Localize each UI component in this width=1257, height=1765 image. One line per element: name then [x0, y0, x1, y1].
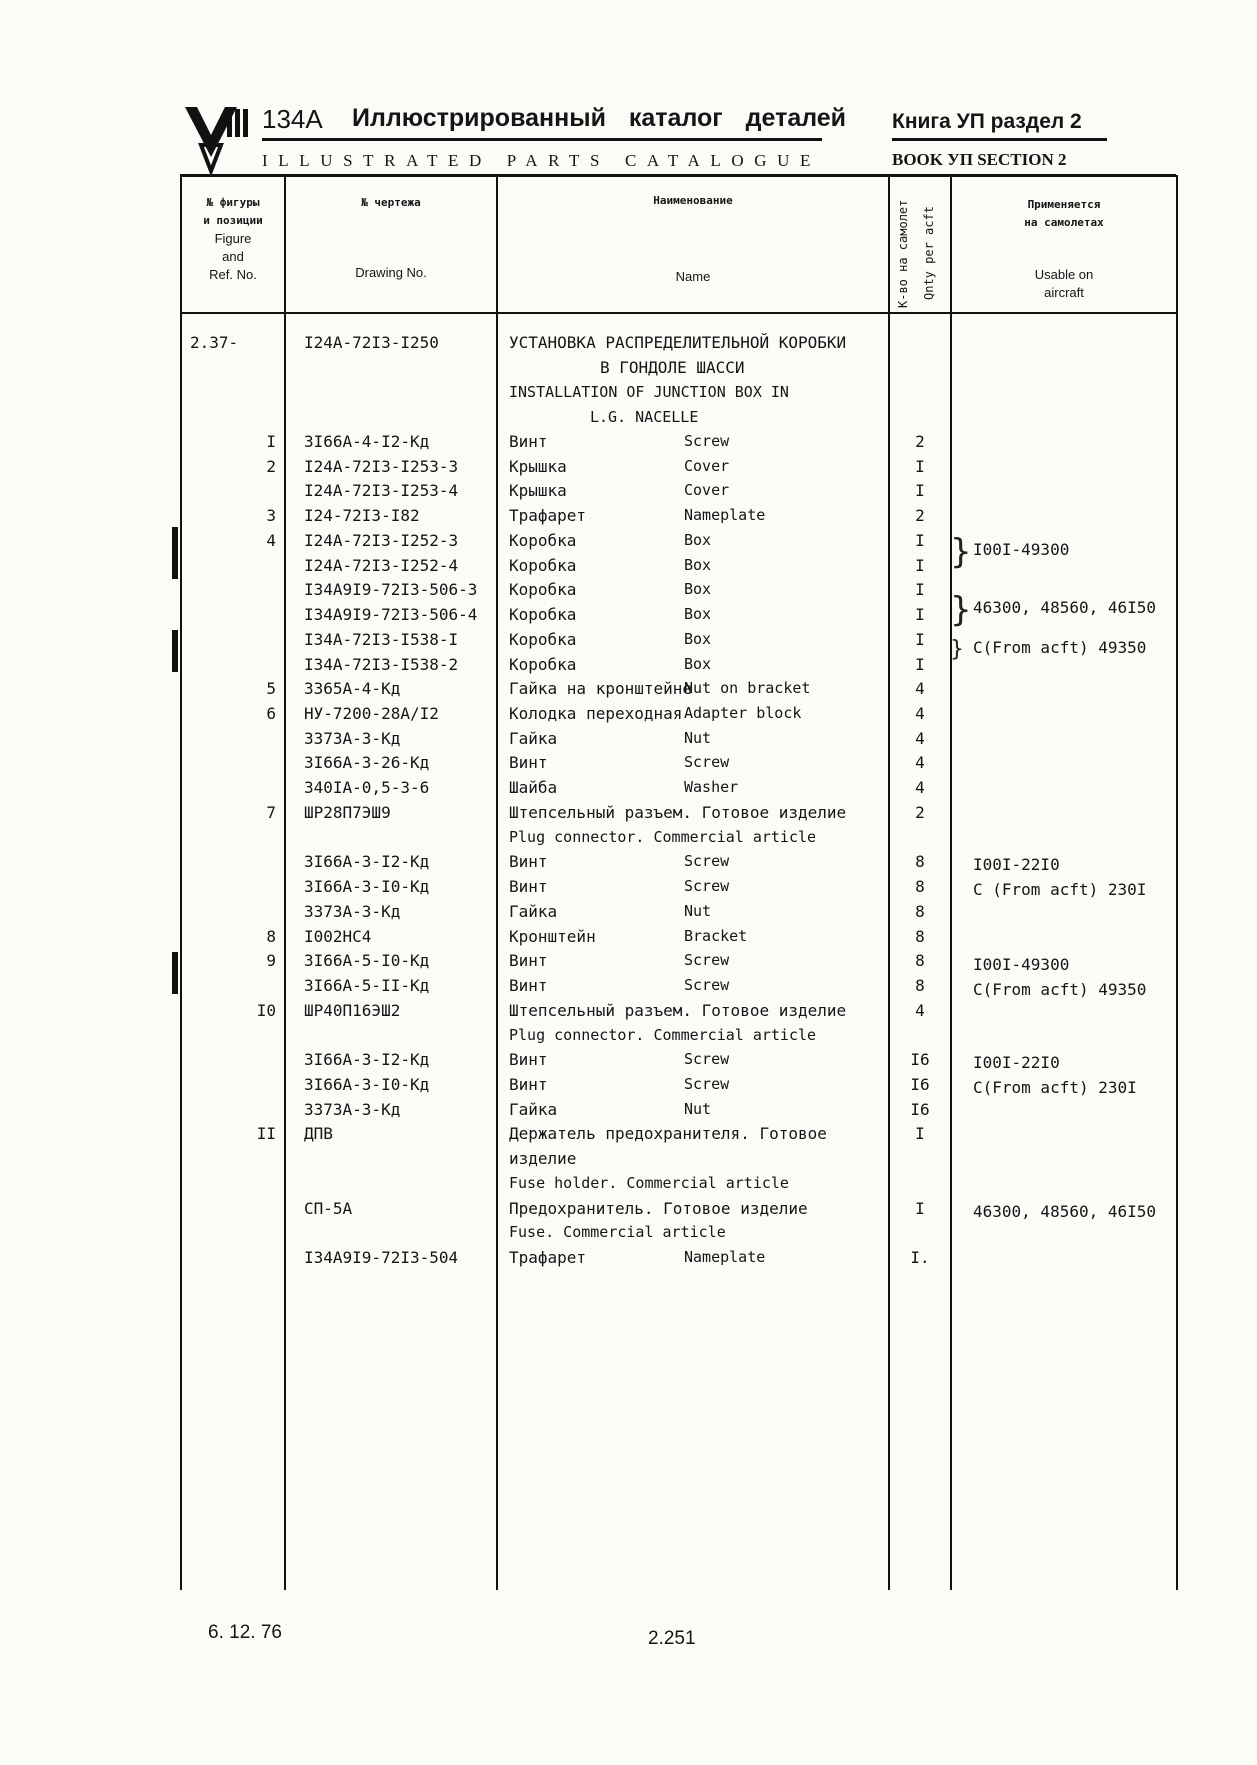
row-fig-no: 8: [266, 927, 276, 946]
logo-icon: [183, 105, 253, 175]
row-name-en: Screw: [684, 432, 730, 450]
row-name-ru: Винт: [509, 951, 548, 970]
row-drawing-no: I24-72I3-I82: [304, 506, 420, 525]
row-qty: I: [915, 630, 925, 649]
row-drawing-no: I34A9I9-72I3-506-3: [304, 580, 478, 599]
assembly-name-ru-1: УСТАНОВКА РАСПРЕДЕЛИТЕЛЬНОЙ КОРОБКИ: [509, 333, 847, 352]
row-drawing-no: ШР40П16ЭШ2: [304, 1001, 401, 1020]
row-drawing-no: I24A-72I3-I252-4: [304, 556, 459, 575]
row-name-ru: Коробка: [509, 655, 577, 674]
row-qty: I: [915, 1199, 925, 1218]
usable-on-entry: 46300, 48560, 46I50: [973, 598, 1157, 617]
row-drawing-no: I002НС4: [304, 927, 372, 946]
row-name-en: Plug connector. Commercial article: [509, 1026, 817, 1044]
row-qty: I6: [910, 1050, 930, 1069]
col-divider-right: [1176, 175, 1178, 1590]
row-name-ru: Винт: [509, 432, 548, 451]
row-qty: I: [915, 531, 925, 550]
row-name-en: Bracket: [684, 927, 748, 945]
row-name-ru: Винт: [509, 753, 548, 772]
row-name-ru: Винт: [509, 852, 548, 871]
row-name-en: Screw: [684, 753, 730, 771]
row-name-ru: Гайка на кронштейне: [509, 679, 693, 698]
assembly-name-en-2: L.G. NACELLE: [590, 408, 699, 426]
row-fig-no: I: [266, 432, 276, 451]
row-name-en: Box: [684, 531, 712, 549]
row-name-en: Fuse holder. Commercial article: [509, 1174, 789, 1192]
row-name-en: Box: [684, 580, 712, 598]
row-drawing-no: 3I66A-5-I0-Кд: [304, 951, 430, 970]
row-name-en: Nut: [684, 1100, 712, 1118]
row-drawing-no: 3I66A-3-26-Кд: [304, 753, 430, 772]
usable-on-entry: C (From acft) 230I: [973, 880, 1147, 899]
row-name-en: Box: [684, 605, 712, 623]
brace-group: }: [950, 590, 972, 630]
usable-on-entry: I00I-49300: [973, 540, 1070, 559]
row-name-ru: Винт: [509, 976, 548, 995]
row-name-ru: Гайка: [509, 902, 558, 921]
row-drawing-no: 3I66A-3-I2-Кд: [304, 1050, 430, 1069]
row-name-ru: Винт: [509, 877, 548, 896]
row-name-ru: изделие: [509, 1149, 577, 1168]
row-fig-no: 6: [266, 704, 276, 723]
row-drawing-no: НУ-7200-28А/I2: [304, 704, 439, 723]
row-qty: 8: [915, 927, 925, 946]
logo: [183, 105, 253, 175]
row-fig-no: 2: [266, 457, 276, 476]
row-name-ru: Шайба: [509, 778, 558, 797]
col-divider-name: [888, 175, 890, 1590]
row-drawing-no: СП-5А: [304, 1199, 353, 1218]
row-drawing-no: I24A-72I3-I252-3: [304, 531, 459, 550]
row-name-en: Plug connector. Commercial article: [509, 828, 817, 846]
row-drawing-no: ШР28П7ЭШ9: [304, 803, 391, 822]
catalog-title-ru: Иллюстрированный каталог деталей: [352, 104, 847, 132]
row-drawing-no: ДПВ: [304, 1124, 333, 1143]
row-name-en: Screw: [684, 1050, 730, 1068]
row-name-ru: Коробка: [509, 556, 577, 575]
row-drawing-no: I34A-72I3-I538-I: [304, 630, 459, 649]
row-name-en: Nameplate: [684, 1248, 766, 1266]
row-qty: I: [915, 605, 925, 624]
row-qty: 8: [915, 852, 925, 871]
row-qty: 2: [915, 803, 925, 822]
row-name-ru: Колодка переходная: [509, 704, 683, 723]
row-name-en: Screw: [684, 877, 730, 895]
row-qty: 4: [915, 753, 925, 772]
row-name-en: Nut: [684, 729, 712, 747]
row-name-ru: Предохранитель. Готовое изделие: [509, 1199, 808, 1218]
row-drawing-no: 3I66A-3-I0-Кд: [304, 1075, 430, 1094]
assembly-fig: 2.37-: [190, 333, 239, 352]
row-drawing-no: I34A-72I3-I538-2: [304, 655, 459, 674]
table-top-border: [180, 174, 1176, 177]
row-name-ru: Трафарет: [509, 1248, 587, 1267]
row-name-en: Box: [684, 655, 712, 673]
row-drawing-no: 3365A-4-Кд: [304, 679, 401, 698]
row-name-ru: Держатель предохранителя. Готовое: [509, 1124, 827, 1143]
col-divider-qty: [950, 175, 952, 1590]
row-drawing-no: 3373A-3-Кд: [304, 1100, 401, 1119]
row-name-en: Screw: [684, 1075, 730, 1093]
row-name-ru: Штепсельный разъем. Готовое изделие: [509, 803, 847, 822]
usable-on-entry: I00I-22I0: [973, 855, 1060, 874]
table-header-bottom-border: [180, 312, 1176, 314]
col-divider-fig: [284, 175, 286, 1590]
row-qty: I: [915, 580, 925, 599]
row-drawing-no: I24A-72I3-I253-4: [304, 481, 459, 500]
footer-date: 6. 12. 76: [208, 1622, 282, 1643]
row-fig-no: 9: [266, 951, 276, 970]
row-name-ru: Гайка: [509, 729, 558, 748]
row-drawing-no: I34A9I9-72I3-504: [304, 1248, 459, 1267]
row-qty: I6: [910, 1075, 930, 1094]
page-number: 2.251: [648, 1628, 696, 1649]
assembly-name-en-1: INSTALLATION OF JUNCTION BOX IN: [509, 383, 789, 401]
row-name-en: Cover: [684, 457, 730, 475]
usable-on-entry: I00I-22I0: [973, 1053, 1060, 1072]
usable-on-entry: 46300, 48560, 46I50: [973, 1202, 1157, 1221]
row-qty: 4: [915, 729, 925, 748]
row-fig-no: 5: [266, 679, 276, 698]
row-name-en: Nut on bracket: [684, 679, 811, 697]
assembly-name-ru-2: В ГОНДОЛЕ ШАССИ: [600, 358, 745, 377]
row-qty: 8: [915, 976, 925, 995]
model-number: 134А: [262, 104, 323, 134]
row-name-ru: Штепсельный разъем. Готовое изделие: [509, 1001, 847, 1020]
row-name-ru: Кронштейн: [509, 927, 596, 946]
row-qty: I: [915, 556, 925, 575]
row-drawing-no: 340IA-0,5-3-6: [304, 778, 430, 797]
row-qty: I: [915, 655, 925, 674]
row-fig-no: 4: [266, 531, 276, 550]
usable-on-entry: C(From acft) 230I: [973, 1078, 1137, 1097]
row-qty: I: [915, 481, 925, 500]
row-qty: I: [915, 457, 925, 476]
row-qty: 4: [915, 778, 925, 797]
row-name-en: Nut: [684, 902, 712, 920]
header-usable: Применяется на самолетах Usable on aircraft: [1024, 198, 1104, 300]
catalog-title-en: ILLUSTRATED PARTS CATALOGUE: [262, 151, 821, 170]
row-drawing-no: 3I66A-4-I2-Кд: [304, 432, 430, 451]
row-drawing-no: 3I66A-3-I0-Кд: [304, 877, 430, 896]
change-bar: [172, 527, 178, 579]
row-drawing-no: I34A9I9-72I3-506-4: [304, 605, 478, 624]
row-qty: 8: [915, 951, 925, 970]
row-drawing-no: 3I66A-3-I2-Кд: [304, 852, 430, 871]
row-name-ru: Трафарет: [509, 506, 587, 525]
row-name-en: Fuse. Commercial article: [509, 1223, 726, 1241]
row-qty: 8: [915, 902, 925, 921]
row-qty: 4: [915, 704, 925, 723]
row-qty: 2: [915, 432, 925, 451]
usable-on-entry: I00I-49300: [973, 955, 1070, 974]
row-qty: I6: [910, 1100, 930, 1119]
header-qty-en: Qnty per acft: [922, 206, 936, 300]
book-section-en: BOOK УП SECTION 2: [892, 150, 1067, 169]
assembly-drawing: I24A-72I3-I250: [304, 333, 439, 352]
row-drawing-no: 3373A-3-Кд: [304, 902, 401, 921]
usable-on-entry: C(From acft) 49350: [973, 638, 1147, 657]
row-name-en: Nameplate: [684, 506, 766, 524]
row-fig-no: II: [256, 1124, 276, 1143]
header-drawing: № чертежа Drawing No.: [355, 196, 427, 280]
row-name-ru: Коробка: [509, 630, 577, 649]
row-name-en: Adapter block: [684, 704, 802, 722]
usable-on-entry: C(From acft) 49350: [973, 980, 1147, 999]
row-name-ru: Крышка: [509, 481, 567, 500]
change-bar: [172, 630, 178, 672]
header-figure: № фигуры и позиции Figure and Ref. No.: [203, 196, 263, 282]
row-name-en: Screw: [684, 951, 730, 969]
row-qty: 4: [915, 679, 925, 698]
row-drawing-no: I24A-72I3-I253-3: [304, 457, 459, 476]
row-name-en: Screw: [684, 852, 730, 870]
change-bar: [172, 952, 178, 994]
row-fig-no: 3: [266, 506, 276, 525]
row-qty: 2: [915, 506, 925, 525]
row-name-ru: Коробка: [509, 605, 577, 624]
row-qty: I: [915, 1124, 925, 1143]
row-name-en: Washer: [684, 778, 739, 796]
row-name-ru: Гайка: [509, 1100, 558, 1119]
row-qty: 4: [915, 1001, 925, 1020]
row-name-en: Box: [684, 630, 712, 648]
header-qty-ru: К-во на самолет: [896, 199, 910, 308]
row-fig-no: 7: [266, 803, 276, 822]
row-name-en: Box: [684, 556, 712, 574]
book-section-ru: Книга УП раздел 2: [892, 110, 1082, 133]
row-fig-no: I0: [256, 1001, 276, 1020]
col-divider-left: [180, 175, 182, 1590]
row-name-ru: Коробка: [509, 580, 577, 599]
col-divider-drawing: [496, 175, 498, 1590]
header-rule: [262, 138, 822, 141]
row-name-ru: Крышка: [509, 457, 567, 476]
brace-group: }: [950, 532, 972, 572]
row-name-en: Cover: [684, 481, 730, 499]
row-name-ru: Винт: [509, 1075, 548, 1094]
brace-group: }: [950, 637, 964, 662]
header-rule-right: [892, 138, 1107, 141]
row-drawing-no: 3I66A-5-II-Кд: [304, 976, 430, 995]
row-name-ru: Коробка: [509, 531, 577, 550]
row-name-en: Screw: [684, 976, 730, 994]
row-drawing-no: 3373A-3-Кд: [304, 729, 401, 748]
row-qty: I.: [910, 1248, 930, 1267]
row-qty: 8: [915, 877, 925, 896]
header-name: Наименование Name: [653, 194, 733, 284]
row-name-ru: Винт: [509, 1050, 548, 1069]
